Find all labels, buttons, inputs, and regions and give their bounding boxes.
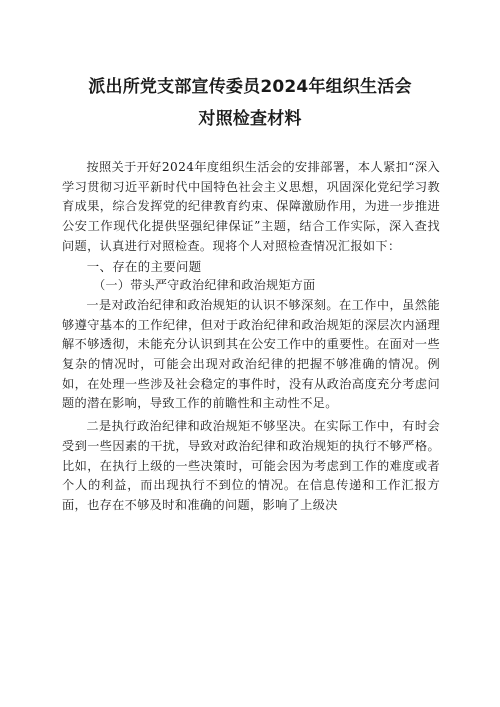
intro-paragraph: 按照关于开好2024年度组织生活会的安排部署，本人紧扣“深入学习贯彻习近平新时代中国特色社会主义思想，巩固深化党纪学习教育成果，综合发挥党的纪律教育约束、保障激励作用，为进一步推进公安工作现代化提供坚强纪律保证”主题，结合工作实际，深入查找问题，认真进行对照检查。现将个人对照检查情况汇报如下： [62, 160, 440, 253]
document-title-line1: 派出所党支部宣传委员2024年组织生活会 [88, 77, 412, 97]
body-paragraph-2: 二是执行政治纪律和政治规矩不够坚决。在实际工作中，有时会受到一些因素的干扰，导致对政治纪律和政治规矩的执行不够严格。比如，在执行上级的一些决策时，可能会因为考虑到工作的难度或者个人的利益，而出现执行不到位的情况。在信息传递和工作汇报方面，也存在不够及时和准确的问题，影响了上级决 [62, 419, 440, 512]
document-body [62, 158, 440, 516]
document-title-line2: 对照检查材料 [198, 109, 302, 129]
subsection-heading: （一）带头严守政治纪律和政治规矩方面 [93, 278, 316, 293]
section-heading: 一、存在的主要问题 [86, 258, 202, 274]
body-paragraph-1: 一是对政治纪律和政治规矩的认识不够深刻。在工作中，虽然能够遵守基本的工作纪律，但对于政治纪律和政治规矩的深层次内涵理解不够透彻，未能充分认识到其在公安工作中的重要性。在面对一些复杂的情况时，可能会出现对政治纪律的把握不够准确的情况。例如，在处理一些涉及社会稳定的事件时，没有从政治高度充分考虑问题的潜在影响，导致工作的前瞻性和主动性不足。 [62, 297, 440, 411]
